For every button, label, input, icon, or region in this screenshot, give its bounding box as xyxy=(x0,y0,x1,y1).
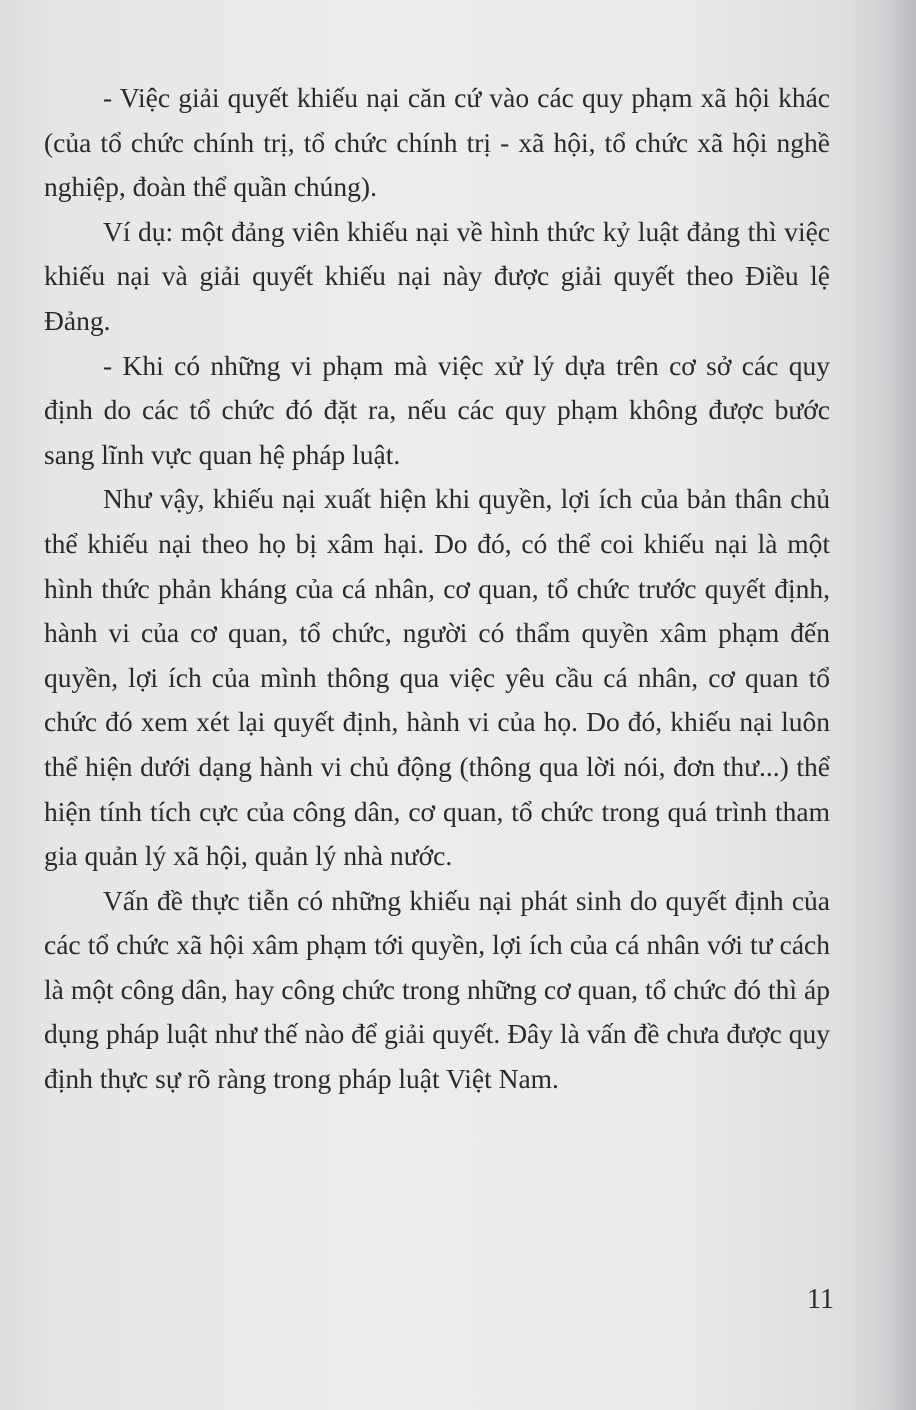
page-edge-shadow xyxy=(846,0,916,1410)
paragraph: Như vậy, khiếu nại xuất hiện khi quyền, lợi ích của bản thân chủ thể khiếu nại theo họ bị xâm hại. Do đó, có thể coi khiếu nại là một hình thức phản kháng của cá nhân, cơ quan, tổ chức trước quyết định, hành vi của cơ quan, tổ chức, người có thẩm quyền xâm phạm đến quyền, lợi ích của mình thông qua việc yêu cầu cá nhân, cơ quan tổ chức đó xem xét lại quyết định, hành vi của họ. Do đó, khiếu nại luôn thể hiện dưới dạng hành vi chủ động (thông qua lời nói, đơn thư...) thể hiện tính tích cực của công dân, cơ quan, tổ chức trong quá trình tham gia quản lý xã hội, quản lý nhà nước. xyxy=(44,483,830,872)
page-number: 11 xyxy=(807,1284,834,1315)
paragraph: Vấn đề thực tiễn có những khiếu nại phát sinh do quyết định của các tổ chức xã hội xâm phạm tới quyền, lợi ích của cá nhân với tư cách là một công dân, hay công chức trong những cơ quan, tổ chức đó thì áp dụng pháp luật như thế nào để giải quyết. Đây là vấn đề chưa được quy định thực sự rõ ràng trong pháp luật Việt Nam. xyxy=(44,884,830,1095)
paragraph: - Việc giải quyết khiếu nại căn cứ vào các quy phạm xã hội khác (của tổ chức chính trị, tổ chức chính trị - xã hội, tổ chức xã hội nghề nghiệp, đoàn thể quần chúng). xyxy=(44,82,830,203)
paragraph: - Khi có những vi phạm mà việc xử lý dựa trên cơ sở các quy định do các tổ chức đó đặt ra, nếu các quy phạm không được bước sang lĩnh vực quan hệ pháp luật. xyxy=(44,349,830,470)
body-text xyxy=(44,76,830,1102)
paragraph: Ví dụ: một đảng viên khiếu nại về hình thức kỷ luật đảng thì việc khiếu nại và giải quyết khiếu nại này được giải quyết theo Điều lệ Đảng. xyxy=(44,215,830,336)
